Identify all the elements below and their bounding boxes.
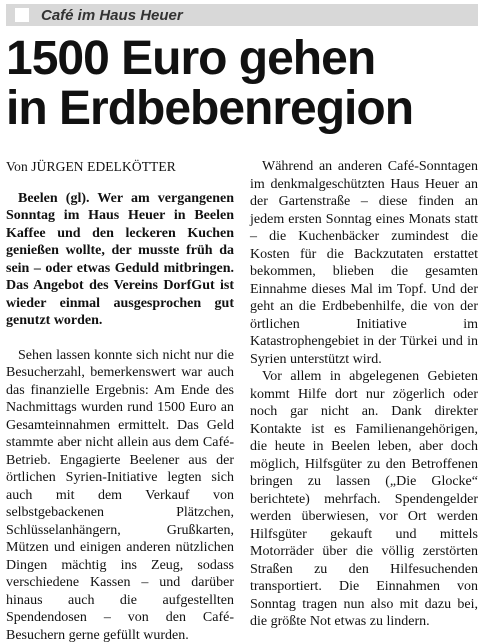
- kicker-text: Café im Haus Heuer: [41, 7, 183, 24]
- kicker-square-icon: [15, 8, 29, 22]
- byline: Von JÜRGEN EDELKÖTTER: [6, 158, 234, 176]
- article-column-right: [250, 158, 478, 631]
- article-column-left: [6, 158, 234, 644]
- body-paragraph-1: Sehen lassen konnte sich nicht nur die Besucherzahl, bemerkenswert war auch das finanzielle Ergebnis: Am Ende des Nachmittags wurden rund 1500 Euro an Gesamteinnahmen ermittelt. Das Geld stammte aber nicht allein aus dem Café-Betrieb. Engagierte Beelener aus der örtlichen Syrien-Initiative legten sich auch mit dem Verkauf von selbstgebackenen Plätzchen, Schlüsselanhängern, Grußkarten, Mützen und einigen anderen nützlichen Dingen mächtig ins Zeug, sodass verschiedene Kassen – und darüber hinaus auch die aufgestellten Spendendosen – von den Café-Besuchern gerne gefüllt wurden.: [6, 347, 234, 644]
- body-paragraph-3: Vor allem in abgelegenen Gebieten kommt Hilfe dort nur zögerlich oder noch gar nicht an. Dank direkter Kontakte ist es Familienangehörigen, die heute in Beelen leben, aber doch möglich, Hilfsgüter zu den Betroffenen bringen zu lassen („Die Glocke“ berichtete) mehrfach. Spendengelder werden überwiesen, vor Ort werden Hilfsgüter gekauft und mittels Motorräder über die völlig zerstörten Straßen zu den Hilfesuchenden transportiert. Die Einnahmen von Sonntag tragen nun also mit dazu bei, die größte Not etwas zu lindern.: [250, 368, 478, 631]
- headline: [6, 34, 480, 134]
- headline-line-2: in Erdbebenregion: [6, 84, 480, 134]
- body-paragraph-2: Während an anderen Café-Sonntagen im denkmalgeschützten Haus Heuer an der Gartenstraße – diese finden an jedem ersten Sonntag eines Monats statt – die Kuchenbäcker zumindest die Kosten für die Backzutaten erstattet bekommen, blieben die gesamten Einnahme dieses Mal im Topf. Und der geht an die Erdbebenhilfe, die von der örtlichen Initiative im Katastrophengebiet in der Türkei und in Syrien unterstützt wird.: [250, 158, 478, 368]
- headline-line-1: 1500 Euro gehen: [6, 34, 480, 84]
- kicker-bar: [6, 4, 478, 26]
- lead-paragraph: Beelen (gl). Wer am vergangenen Sonntag im Haus Heuer in Beelen Kaffee und den leckeren Kuchen genießen wollte, der musste früh da sein – oder etwas Geduld mitbringen. Das Angebot des Vereins DorfGut ist wieder einmal ausgesprochen gut genutzt worden.: [6, 190, 234, 330]
